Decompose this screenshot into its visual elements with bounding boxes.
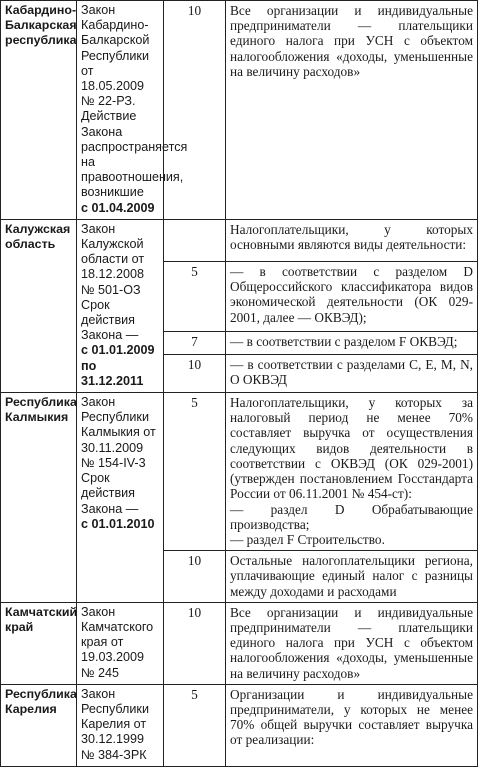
list-item: — раздел D Обрабатывающие производства; — [230, 501, 473, 532]
table-row — [1, 219, 478, 261]
description-cell: — в соответствии с разделом F ОКВЭД; — [226, 332, 478, 354]
region-cell: Республика Карелия — [1, 684, 77, 766]
description-cell: Все организации и индивидуальные предприниматели — плательщики единого налога при УСН с объектом налогообложения «доходы, уменьшенные на величину расходов» — [226, 602, 478, 684]
rate-cell: 5 — [164, 261, 226, 331]
description-cell: Налогоплательщики, у которых основными являются виды деятельности: — [226, 219, 478, 261]
rate-cell: 10 — [164, 354, 226, 392]
law-text: Закон Калужской области от 18.12.2008 № 501-ОЗ Срок действия Закона — — [81, 221, 145, 343]
table-row — [1, 684, 478, 766]
description-cell: Организации и индивидуальные предприниматели, у которых не менее 70% общей выручки составляет выручка от реализации: — [226, 684, 478, 766]
law-cell — [77, 393, 164, 603]
rate-cell: 10 — [164, 551, 226, 603]
law-text: Закон Республики Калмыкия от 30.11.2009 № 154-IV-3 Срок действия Закона — — [81, 395, 156, 516]
region-cell: Республика Калмыкия — [1, 393, 77, 603]
description-cell: Остальные налогоплательщики региона, уплачивающие единый налог с разницы между доходами и расходами — [226, 551, 478, 603]
description-cell: — в соответствии с разделом D Общероссийского классификатора видов экономической деятельности (ОК 029-2001, далее — ОКВЭД); — [226, 261, 478, 331]
law-date: с 01.01.2010 — [81, 516, 155, 531]
description-text: Налогоплательщики, у которых за налоговый период не менее 70% составляет выручка от осуществления следующих видов деятельности в соответствии с ОКВЭД (ОК 029-2001) (утвержден постановлением Госстандарта России от 06.11.2001 № 454-ст): — [230, 395, 473, 502]
rate-cell: 10 — [164, 602, 226, 684]
rate-cell: 5 — [164, 393, 226, 551]
law-cell: Закон Камчатского края от 19.03.2009 № 245 — [77, 602, 164, 684]
law-cell — [77, 1, 188, 220]
law-date: с 01.04.2009 — [81, 200, 155, 215]
table-row — [1, 393, 478, 551]
description-cell: — в соответствии с разделами С, Е, М, N, О ОКВЭД — [226, 354, 478, 392]
rate-cell — [164, 219, 226, 261]
law-cell — [77, 219, 164, 392]
law-text: Закон Кабардино-Балкарской Республики от 18.05.2009 № 22-РЗ. Действие Закона распространяется на правоотношения, возникшие — [81, 3, 188, 200]
table-row — [1, 602, 478, 684]
law-cell: Закон Республики Карелия от 30.12.1999 № 384-ЗРК — [77, 684, 164, 766]
law-date: с 01.01.2009 по 31.12.2011 — [81, 343, 155, 388]
region-cell: Камчатский край — [1, 602, 77, 684]
description-cell: Все организации и индивидуальные предприниматели — плательщики единого налога при УСН с объектом налогообложения «доходы, уменьшенные на величину расходов» — [226, 1, 478, 220]
description-cell — [226, 393, 478, 551]
rate-cell: 5 — [164, 684, 226, 766]
table-row — [1, 1, 478, 220]
region-cell: Кабардино-Балкарская республика — [1, 1, 77, 220]
rate-cell: 7 — [164, 332, 226, 354]
list-item: — раздел F Строительство. — [230, 531, 385, 547]
region-cell: Калужская область — [1, 219, 77, 392]
rate-cell: 10 — [164, 1, 226, 220]
